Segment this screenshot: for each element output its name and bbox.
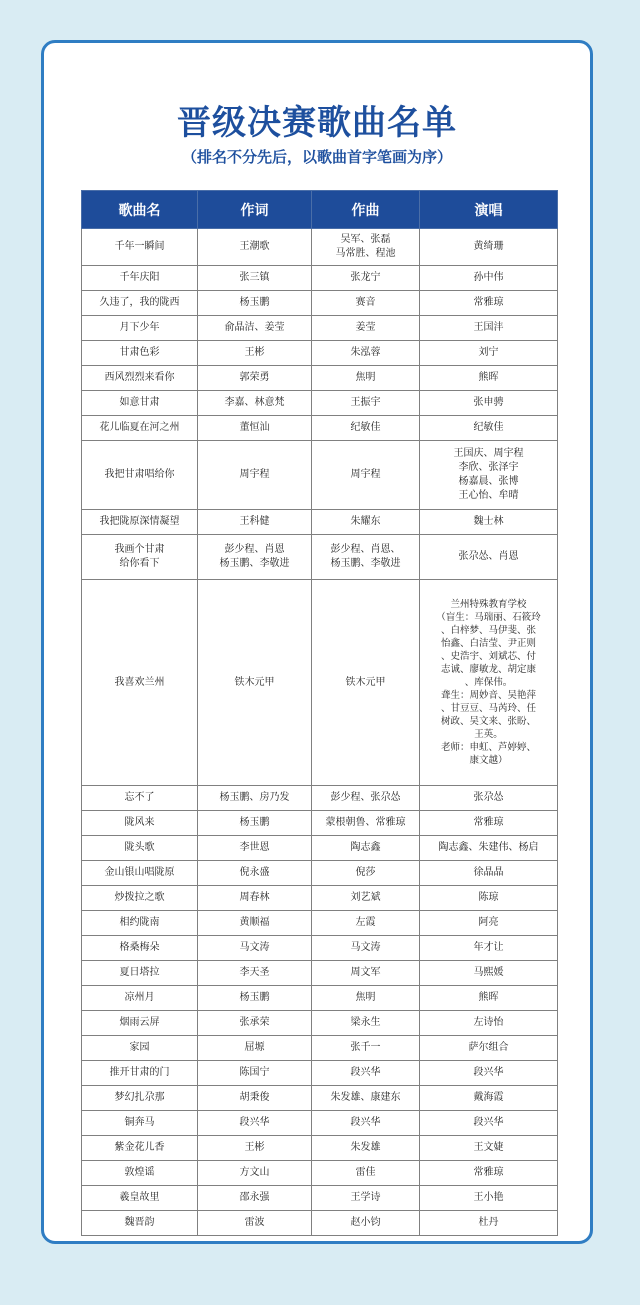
performer-cell: 王国沣 <box>420 316 558 341</box>
song-name-cell: 甘肃色彩 <box>82 341 198 366</box>
song-name-cell: 魏晋韵 <box>82 1211 198 1236</box>
composer-cell: 朱耀东 <box>312 510 420 535</box>
table-row <box>82 1086 558 1111</box>
page-title: 晋级决赛歌曲名单 <box>177 103 457 143</box>
page-subtitle: （排名不分先后，以歌曲首字笔画为序） <box>181 148 452 166</box>
performer-cell: 阿亮 <box>420 911 558 936</box>
header-song: 歌曲名 <box>82 191 198 229</box>
table-row <box>82 535 558 580</box>
composer-cell: 焦明 <box>312 986 420 1011</box>
song-name-cell: 炒拨拉之歌 <box>82 886 198 911</box>
performer-cell: 张尕怂 <box>420 786 558 811</box>
lyricist-cell: 杨玉鹏 <box>198 811 312 836</box>
lyricist-cell: 段兴华 <box>198 1111 312 1136</box>
song-name-cell: 烟雨云屏 <box>82 1011 198 1036</box>
composer-cell: 彭少程、张尕怂 <box>312 786 420 811</box>
lyricist-cell: 李天圣 <box>198 961 312 986</box>
performer-cell: 陶志鑫、朱建伟、杨启 <box>420 836 558 861</box>
table-row <box>82 961 558 986</box>
performer-cell: 萨尔组合 <box>420 1036 558 1061</box>
lyricist-cell: 周宇程 <box>198 441 312 510</box>
table-header-row <box>82 191 558 229</box>
lyricist-cell: 王科健 <box>198 510 312 535</box>
content-card <box>41 40 593 1244</box>
table-row <box>82 441 558 510</box>
composer-cell: 倪莎 <box>312 861 420 886</box>
song-name-cell: 敦煌谣 <box>82 1161 198 1186</box>
composer-cell: 马文涛 <box>312 936 420 961</box>
song-name-cell: 久违了，我的陇西 <box>82 291 198 316</box>
composer-cell: 梁永生 <box>312 1011 420 1036</box>
song-name-cell: 千年庆阳 <box>82 266 198 291</box>
performer-cell: 黄绮珊 <box>420 229 558 266</box>
table-row <box>82 366 558 391</box>
song-name-cell: 推开甘肃的门 <box>82 1061 198 1086</box>
lyricist-cell: 彭少程、肖恩 杨玉鹏、李敬进 <box>198 535 312 580</box>
song-name-cell: 紫金花儿香 <box>82 1136 198 1161</box>
table-row <box>82 1186 558 1211</box>
song-name-cell: 凉州月 <box>82 986 198 1011</box>
composer-cell: 赵小钧 <box>312 1211 420 1236</box>
composer-cell: 彭少程、肖恩、 杨玉鹏、李敬进 <box>312 535 420 580</box>
composer-cell: 段兴华 <box>312 1111 420 1136</box>
song-name-cell: 羲皇故里 <box>82 1186 198 1211</box>
performer-cell: 常雅琼 <box>420 811 558 836</box>
composer-cell: 赛音 <box>312 291 420 316</box>
composer-cell: 纪敏佳 <box>312 416 420 441</box>
header-composer: 作曲 <box>312 191 420 229</box>
composer-cell: 焦明 <box>312 366 420 391</box>
composer-cell: 陶志鑫 <box>312 836 420 861</box>
lyricist-cell: 张三镇 <box>198 266 312 291</box>
lyricist-cell: 王彬 <box>198 341 312 366</box>
performer-cell: 熊晖 <box>420 986 558 1011</box>
table-row <box>82 1111 558 1136</box>
lyricist-cell: 张承荣 <box>198 1011 312 1036</box>
table-row <box>82 1011 558 1036</box>
performer-cell: 熊晖 <box>420 366 558 391</box>
song-name-cell: 月下少年 <box>82 316 198 341</box>
song-name-cell: 相约陇南 <box>82 911 198 936</box>
composer-cell: 周文军 <box>312 961 420 986</box>
table-row <box>82 266 558 291</box>
song-name-cell: 铜奔马 <box>82 1111 198 1136</box>
lyricist-cell: 马文涛 <box>198 936 312 961</box>
song-name-cell: 家园 <box>82 1036 198 1061</box>
song-name-cell: 我把陇原深情凝望 <box>82 510 198 535</box>
lyricist-cell: 周春林 <box>198 886 312 911</box>
table-row <box>82 1036 558 1061</box>
performer-cell: 张申骋 <box>420 391 558 416</box>
lyricist-cell: 杨玉鹏、房乃发 <box>198 786 312 811</box>
table-row <box>82 391 558 416</box>
performer-cell: 年才让 <box>420 936 558 961</box>
performer-cell: 陈琼 <box>420 886 558 911</box>
table-row <box>82 786 558 811</box>
lyricist-cell: 屈塬 <box>198 1036 312 1061</box>
composer-cell: 刘艺斌 <box>312 886 420 911</box>
lyricist-cell: 杨玉鹏 <box>198 291 312 316</box>
performer-cell: 王小艳 <box>420 1186 558 1211</box>
lyricist-cell: 陈国宁 <box>198 1061 312 1086</box>
song-name-cell: 陇头歌 <box>82 836 198 861</box>
table-row <box>82 986 558 1011</box>
table-row <box>82 1161 558 1186</box>
song-table <box>81 190 558 1236</box>
song-name-cell: 西风烈烈来看你 <box>82 366 198 391</box>
performer-cell: 段兴华 <box>420 1061 558 1086</box>
composer-cell: 段兴华 <box>312 1061 420 1086</box>
lyricist-cell: 王彬 <box>198 1136 312 1161</box>
table-row <box>82 580 558 786</box>
lyricist-cell: 王潮歌 <box>198 229 312 266</box>
lyricist-cell: 杨玉鹏 <box>198 986 312 1011</box>
header-performer: 演唱 <box>420 191 558 229</box>
composer-cell: 周宇程 <box>312 441 420 510</box>
song-name-cell: 忘不了 <box>82 786 198 811</box>
performer-cell: 刘宁 <box>420 341 558 366</box>
composer-cell: 王学诗 <box>312 1186 420 1211</box>
performer-cell: 王国庆、周宇程 李欣、张泽宇 杨嘉晨、张博 王心怡、牟晴 <box>420 441 558 510</box>
composer-cell: 朱发雄 <box>312 1136 420 1161</box>
song-name-cell: 我喜欢兰州 <box>82 580 198 786</box>
performer-cell: 兰州特殊教育学校 （盲生：马瑞丽、石筱玲 、白梓梦、马伊斐、张 怡鑫、白洁莹、尹正则 、史浩宇、刘斌芯、付 志诚、廖敏龙、胡定康 、库保伟。 聋生：周妙音、吴艳萍 、甘豆豆、马芮玲、任 树政、吴文来、张盼、 王英。 老师：申虹、芦婷婷、 康文越） <box>420 580 558 786</box>
performer-cell: 张尕怂、肖恩 <box>420 535 558 580</box>
table-body <box>82 229 558 1236</box>
performer-cell: 常雅琼 <box>420 291 558 316</box>
performer-cell: 段兴华 <box>420 1111 558 1136</box>
song-name-cell: 如意甘肃 <box>82 391 198 416</box>
song-name-cell: 我画个甘肃 给你看下 <box>82 535 198 580</box>
table-row <box>82 811 558 836</box>
lyricist-cell: 李世恩 <box>198 836 312 861</box>
lyricist-cell: 俞晶洁、姜莹 <box>198 316 312 341</box>
composer-cell: 朱发雄、康建东 <box>312 1086 420 1111</box>
table-row <box>82 316 558 341</box>
song-name-cell: 夏日塔拉 <box>82 961 198 986</box>
performer-cell: 纪敏佳 <box>420 416 558 441</box>
performer-cell: 左诗怡 <box>420 1011 558 1036</box>
composer-cell: 朱泓蓉 <box>312 341 420 366</box>
table-row <box>82 911 558 936</box>
performer-cell: 魏士林 <box>420 510 558 535</box>
lyricist-cell: 胡秉俊 <box>198 1086 312 1111</box>
composer-cell: 左霞 <box>312 911 420 936</box>
table-row <box>82 229 558 266</box>
performer-cell: 常雅琼 <box>420 1161 558 1186</box>
lyricist-cell: 邵永强 <box>198 1186 312 1211</box>
composer-cell: 张龙宁 <box>312 266 420 291</box>
table-row <box>82 1061 558 1086</box>
table-row <box>82 861 558 886</box>
table-row <box>82 936 558 961</box>
song-name-cell: 千年一瞬间 <box>82 229 198 266</box>
composer-cell: 蒙根朝鲁、常雅琼 <box>312 811 420 836</box>
table-row <box>82 886 558 911</box>
song-name-cell: 花儿临夏在河之州 <box>82 416 198 441</box>
table-row <box>82 416 558 441</box>
song-name-cell: 陇风来 <box>82 811 198 836</box>
table-row <box>82 836 558 861</box>
song-name-cell: 我把甘肃唱给你 <box>82 441 198 510</box>
composer-cell: 吴军、张磊 马常胜、程池 <box>312 229 420 266</box>
lyricist-cell: 董恒汕 <box>198 416 312 441</box>
performer-cell: 徐晶晶 <box>420 861 558 886</box>
header-lyricist: 作词 <box>198 191 312 229</box>
song-name-cell: 格桑梅朵 <box>82 936 198 961</box>
table-row <box>82 1211 558 1236</box>
song-name-cell: 梦幻扎尕那 <box>82 1086 198 1111</box>
table-row <box>82 510 558 535</box>
lyricist-cell: 铁木元甲 <box>198 580 312 786</box>
table-row <box>82 291 558 316</box>
performer-cell: 马熙媛 <box>420 961 558 986</box>
lyricist-cell: 方文山 <box>198 1161 312 1186</box>
table-row <box>82 341 558 366</box>
lyricist-cell: 黄顺福 <box>198 911 312 936</box>
performer-cell: 孙中伟 <box>420 266 558 291</box>
composer-cell: 王振宇 <box>312 391 420 416</box>
performer-cell: 杜丹 <box>420 1211 558 1236</box>
composer-cell: 雷佳 <box>312 1161 420 1186</box>
composer-cell: 铁木元甲 <box>312 580 420 786</box>
lyricist-cell: 郭荣勇 <box>198 366 312 391</box>
performer-cell: 戴海霞 <box>420 1086 558 1111</box>
lyricist-cell: 雷波 <box>198 1211 312 1236</box>
table-row <box>82 1136 558 1161</box>
composer-cell: 张千一 <box>312 1036 420 1061</box>
composer-cell: 姜莹 <box>312 316 420 341</box>
performer-cell: 王文婕 <box>420 1136 558 1161</box>
song-name-cell: 金山银山唱陇原 <box>82 861 198 886</box>
lyricist-cell: 倪永盛 <box>198 861 312 886</box>
lyricist-cell: 李嘉、林意梵 <box>198 391 312 416</box>
